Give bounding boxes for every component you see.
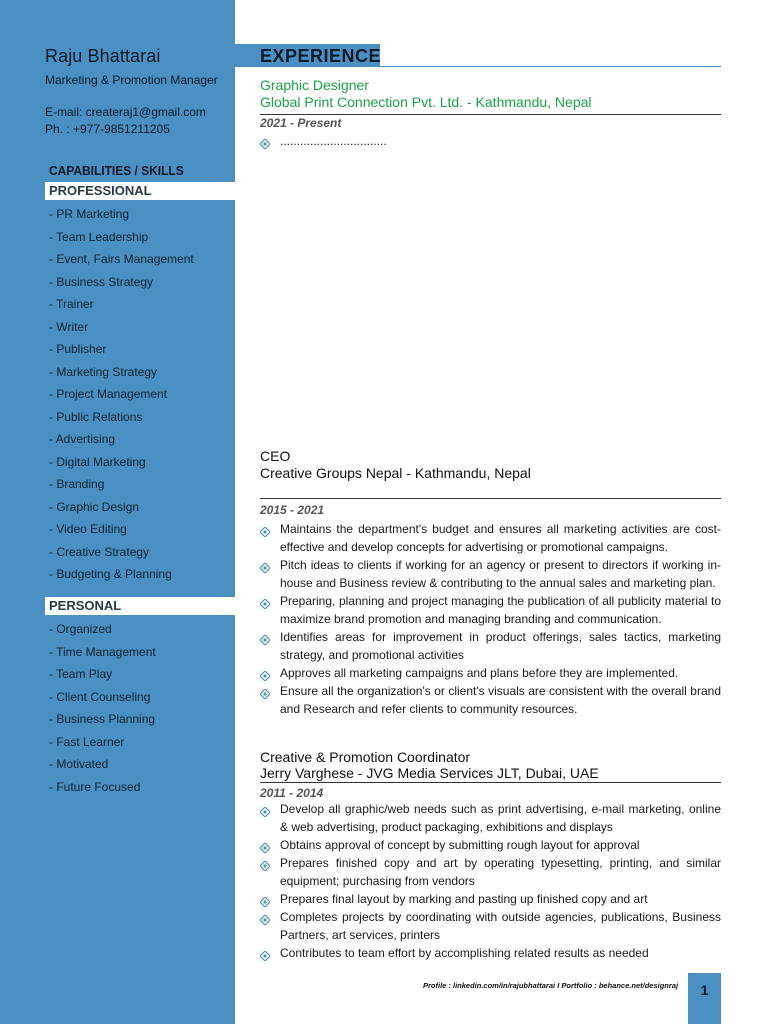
job-title: Graphic Designer	[260, 77, 369, 93]
job-rule	[260, 782, 721, 783]
diamond-bullet-icon	[260, 686, 270, 696]
skill-item: - Client Counseling	[49, 689, 151, 704]
diamond-bullet-icon	[260, 668, 270, 678]
skill-item: - Branding	[49, 477, 105, 491]
page-number-box	[688, 973, 721, 1024]
bullet-item	[260, 682, 721, 718]
experience-heading-rule	[380, 66, 721, 67]
email-text: E-mail: createraj1@gmail.com	[45, 105, 206, 119]
skill-item: - Team Leadership	[49, 229, 149, 244]
bullet-text: Develop all graphic/web needs such as print advertising, e-mail marketing, online & web advertising, product packaging, exhibitions and displays	[280, 802, 721, 834]
bullet-text: Obtains approval of concept by submitting rough layout for approval	[280, 838, 640, 852]
skill-item: - Graphic Design	[49, 499, 140, 514]
skill-item: - Public Relations	[49, 409, 143, 424]
bullet-item	[260, 800, 721, 836]
bullet-text: Ensure all the organization's or client's visuals are consistent with the overall brand and Research and refer clients to community resources.	[280, 684, 721, 716]
job-bullets	[260, 520, 721, 718]
experience-heading-bar	[235, 44, 380, 67]
job-bullets	[260, 800, 721, 962]
phone-text: Ph. : +977-9851211205	[45, 122, 170, 136]
job-title: Creative & Promotion Coordinator	[260, 749, 471, 765]
job-company: Global Print Connection Pvt. Ltd. - Kathmandu, Nepal	[260, 94, 592, 110]
diamond-bullet-icon	[260, 894, 270, 904]
diamond-bullet-icon	[260, 596, 270, 606]
bullet-item	[260, 836, 721, 854]
skill-item: - Team Play	[49, 667, 113, 681]
diamond-bullet-icon	[260, 560, 270, 570]
bullet-item	[260, 664, 721, 682]
skills-heading: CAPABILITIES / SKILLS	[49, 163, 184, 178]
bullet-text: Contributes to team effort by accomplishing related results as needed	[280, 946, 649, 960]
job-company: Creative Groups Nepal - Kathmandu, Nepal	[260, 465, 531, 481]
job-rule	[260, 498, 721, 499]
bullet-text: ................................	[280, 134, 387, 148]
profile-name: Raju Bhattarai	[45, 46, 161, 66]
diamond-bullet-icon	[260, 948, 270, 958]
diamond-bullet-icon	[260, 840, 270, 850]
job-dates: 2011 - 2014	[260, 786, 324, 800]
bullet-item	[260, 628, 721, 664]
profile-role: Marketing & Promotion Manager	[45, 73, 218, 87]
job-dates: 2015 - 2021	[260, 503, 325, 517]
diamond-bullet-icon	[260, 136, 270, 146]
skill-item: - Motivated	[49, 757, 109, 771]
skill-item: - Digital Marketing	[49, 454, 146, 469]
professional-subheading-bar	[45, 182, 235, 200]
job-dates: 2021 - Present	[260, 116, 342, 130]
personal-label: PERSONAL	[49, 598, 122, 613]
skill-item: - Business Strategy	[49, 274, 154, 289]
diamond-bullet-icon	[260, 524, 270, 534]
bullet-item	[260, 592, 721, 628]
sidebar	[0, 0, 235, 1024]
job-title: CEO	[260, 448, 291, 464]
skill-item: - Publisher	[49, 342, 107, 356]
diamond-bullet-icon	[260, 632, 270, 642]
skill-item: - Organized	[49, 622, 112, 636]
skill-item: - Event, Fairs Management	[49, 252, 194, 266]
professional-skill-list	[49, 207, 194, 590]
skill-item: - Video Editing	[49, 522, 127, 536]
bullet-item	[260, 854, 721, 890]
bullet-text: Approves all marketing campaigns and plans before they are implemented.	[280, 666, 679, 680]
personal-skill-list	[49, 622, 156, 802]
skill-item: - Writer	[49, 319, 89, 334]
skill-item: - Business Planning	[49, 712, 156, 726]
professional-label: PROFESSIONAL	[49, 183, 152, 198]
skill-item: - Creative Strategy	[49, 544, 150, 559]
skill-item: - Trainer	[49, 297, 94, 311]
bullet-text: Pitch ideas to clients if working for an agency or present to directors if working in-house and Business review & contributing to the annual sales and marketing plan.	[280, 558, 721, 590]
diamond-bullet-icon	[260, 858, 270, 868]
skill-item: - Marketing Strategy	[49, 364, 158, 379]
skill-item: - Project Management	[49, 387, 168, 401]
bullet-item	[260, 556, 721, 592]
footer-links: Profile : linkedin.com/in/rajubhattarai I Portfolio : behance.net/designraj	[423, 981, 679, 990]
skill-item: - Advertising	[49, 432, 116, 446]
diamond-bullet-icon	[260, 912, 270, 922]
skill-item: - Fast Learner	[49, 734, 125, 749]
bullet-text: Identifies areas for improvement in product offerings, sales tactics, marketing strategy, and promotional activities	[280, 630, 721, 662]
page-number: 1	[700, 982, 709, 998]
bullet-item	[260, 944, 721, 962]
skill-item: - Time Management	[49, 644, 156, 659]
skill-item: - Budgeting & Planning	[49, 567, 172, 581]
bullet-item	[260, 908, 721, 944]
skill-item: - PR Marketing	[49, 207, 130, 221]
diamond-bullet-icon	[260, 804, 270, 814]
job-rule	[260, 114, 721, 115]
bullet-text: Prepares final layout by marking and pasting up finished copy and art	[280, 892, 648, 906]
experience-heading: EXPERIENCE	[260, 46, 382, 66]
bullet-item	[260, 520, 721, 556]
bullet-text: Prepares finished copy and art by operating typesetting, printing, and similar equipment; purchasing from vendors	[280, 856, 721, 888]
bullet-text: Maintains the department's budget and ensures all marketing activities are cost-effective and develop concepts for advertising or promotional campaigns.	[280, 522, 721, 554]
bullet-text: Preparing, planning and project managing the publication of all publicity material to maximize brand promotion and managing branding and communication.	[280, 594, 721, 626]
skill-item: - Future Focused	[49, 779, 141, 794]
bullet-text: Completes projects by coordinating with outside agencies, publications, Business Partners, art services, printers	[280, 910, 721, 942]
personal-subheading-bar	[45, 597, 235, 615]
bullet-item	[260, 132, 721, 150]
job-bullets	[260, 132, 721, 150]
job-company: Jerry Varghese - JVG Media Services JLT, Dubai, UAE	[260, 765, 599, 781]
bullet-item	[260, 890, 721, 908]
